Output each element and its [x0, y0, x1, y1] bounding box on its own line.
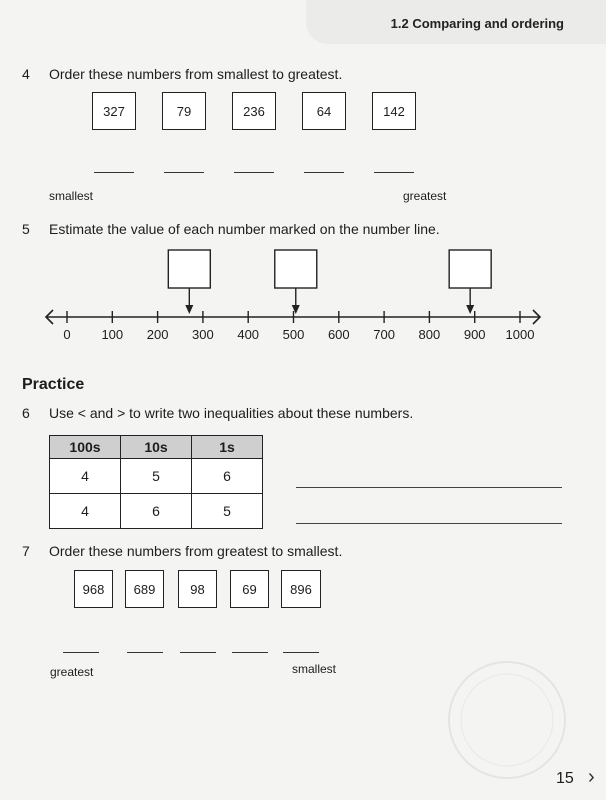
- q7-number-box-3: 98: [178, 570, 217, 608]
- question-4-text: Order these numbers from smallest to greatest.: [49, 66, 343, 82]
- number-line-tick-label: 600: [327, 327, 350, 342]
- table-cell: 4: [50, 459, 121, 494]
- arrow-down-icon: [466, 305, 474, 314]
- number-line-tick-label: 100: [101, 327, 124, 342]
- practice-heading: Practice: [22, 376, 85, 393]
- number-line-tick-label: 300: [192, 327, 214, 342]
- page-number: 15: [556, 770, 574, 787]
- number-line-tick-label: 700: [373, 327, 395, 342]
- q4-greatest-label: greatest: [403, 189, 447, 203]
- number-line-tick-label: 800: [418, 327, 441, 342]
- q4-smallest-label: smallest: [49, 189, 94, 203]
- q4-answer-blank-2[interactable]: [164, 172, 204, 173]
- q4-answer-blank-4[interactable]: [304, 172, 344, 173]
- question-4-number: 4: [22, 66, 30, 82]
- number-line-tick-label: 500: [282, 327, 305, 342]
- number-line-tick-label: 1000: [505, 327, 535, 342]
- q4-answer-blank-3[interactable]: [234, 172, 274, 173]
- q7-number-box-4: 69: [230, 570, 269, 608]
- q4-answer-blank-5[interactable]: [374, 172, 414, 173]
- question-6-text: Use < and > to write two inequalities about these numbers.: [49, 405, 414, 421]
- q7-smallest-label: smallest: [292, 662, 337, 676]
- chevron-right-icon[interactable]: ›: [588, 766, 595, 788]
- q4-number-box-4: 64: [302, 92, 346, 130]
- table-cell: 6: [192, 459, 263, 494]
- q7-answer-blank-2[interactable]: [127, 652, 163, 653]
- arrow-down-icon: [185, 305, 193, 314]
- q6-answer-line-1[interactable]: [296, 487, 562, 488]
- table-cell: 5: [121, 459, 192, 494]
- answer-box[interactable]: [275, 250, 317, 288]
- place-value-header-row: [50, 436, 263, 459]
- table-row: [50, 459, 263, 494]
- question-6-number: 6: [22, 405, 30, 421]
- table-row: [50, 494, 263, 529]
- answer-box[interactable]: [449, 250, 491, 288]
- number-line-tick-label: 200: [146, 327, 169, 342]
- question-7-text: Order these numbers from greatest to smallest.: [49, 543, 343, 559]
- question-5-number: 5: [22, 221, 30, 237]
- q4-number-box-1: 327: [92, 92, 136, 130]
- answer-box[interactable]: [168, 250, 210, 288]
- number-line-tick-label: 0: [63, 327, 71, 342]
- q7-number-box-2: 689: [125, 570, 164, 608]
- header-tens: 10s: [121, 436, 192, 459]
- header-ones: 1s: [192, 436, 263, 459]
- stamp-seal-image: [432, 650, 582, 780]
- header-hundreds: 100s: [50, 436, 121, 459]
- q4-number-box-3: 236: [232, 92, 276, 130]
- number-line-tick-label: 400: [237, 327, 260, 342]
- q7-greatest-label: greatest: [50, 665, 94, 679]
- chapter-title: 1.2 Comparing and ordering: [390, 16, 564, 31]
- question-5-text: Estimate the value of each number marked on the number line.: [49, 221, 440, 237]
- number-line: [0, 240, 606, 350]
- q4-answer-blank-1[interactable]: [94, 172, 134, 173]
- q4-number-box-5: 142: [372, 92, 416, 130]
- q7-answer-blank-5[interactable]: [283, 652, 319, 653]
- q4-number-box-2: 79: [162, 92, 206, 130]
- q6-answer-line-2[interactable]: [296, 523, 562, 524]
- number-line-tick-label: 900: [463, 327, 486, 342]
- table-cell: 5: [192, 494, 263, 529]
- q7-answer-blank-1[interactable]: [63, 652, 99, 653]
- q7-number-box-1: 968: [74, 570, 113, 608]
- question-7-number: 7: [22, 543, 30, 559]
- table-cell: 4: [50, 494, 121, 529]
- place-value-table: [49, 435, 263, 529]
- q7-answer-blank-4[interactable]: [232, 652, 268, 653]
- table-cell: 6: [121, 494, 192, 529]
- q7-answer-blank-3[interactable]: [180, 652, 216, 653]
- q7-number-box-5: 896: [281, 570, 321, 608]
